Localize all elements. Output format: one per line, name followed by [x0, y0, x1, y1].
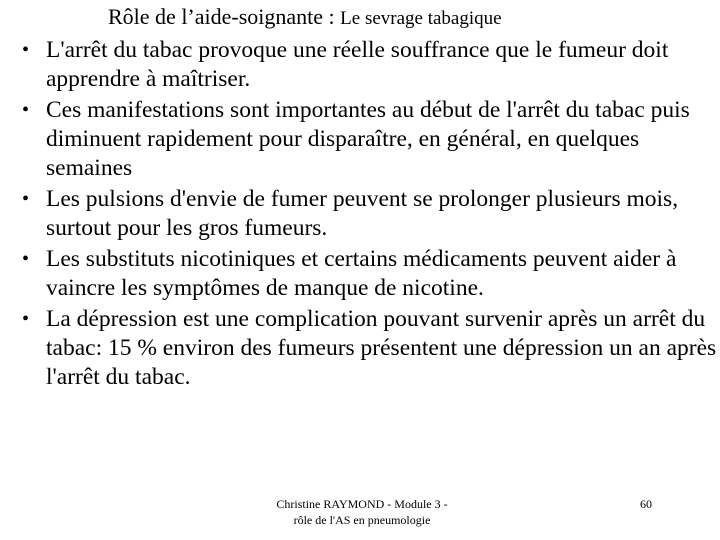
- bullet-text: La dépression est une complication pouvant survenir après un arrêt du tabac: 15 % environ des fumeurs présentent une dépression un an après l'arrêt du tabac.: [46, 306, 717, 390]
- footer-author: [246, 496, 478, 528]
- title-main: Rôle de l’aide-soignante :: [108, 4, 341, 29]
- footer-line-2: rôle de l'AS en pneumologie: [293, 513, 431, 527]
- bullet-item: [22, 185, 718, 243]
- title-subtitle: Le sevrage tabagique: [340, 8, 502, 29]
- bullet-item: [22, 96, 718, 183]
- slide-title: [0, 4, 720, 30]
- bullet-text: Les pulsions d'envie de fumer peuvent se prolonger plusieurs mois, surtout pour les gros fumeurs.: [46, 186, 679, 241]
- bullet-icon: •: [22, 99, 30, 121]
- bullet-list: [22, 36, 718, 394]
- bullet-item: [22, 245, 718, 303]
- bullet-text: Ces manifestations sont importantes au début de l'arrêt du tabac puis diminuent rapidement pour disparaître, en général, en quelques semaines: [46, 97, 690, 181]
- page-number: 60: [640, 497, 652, 511]
- footer-line-1: Christine RAYMOND - Module 3 -: [276, 497, 448, 511]
- bullet-text: Les substituts nicotiniques et certains médicaments peuvent aider à vaincre les symptômes de manque de nicotine.: [46, 246, 677, 301]
- bullet-item: [22, 36, 718, 94]
- bullet-icon: •: [22, 248, 30, 270]
- bullet-icon: •: [22, 188, 30, 210]
- bullet-text: L'arrêt du tabac provoque une réelle souffrance que le fumeur doit apprendre à maîtriser.: [46, 37, 669, 92]
- bullet-item: [22, 305, 718, 392]
- bullet-icon: •: [22, 39, 30, 61]
- bullet-icon: •: [22, 308, 30, 330]
